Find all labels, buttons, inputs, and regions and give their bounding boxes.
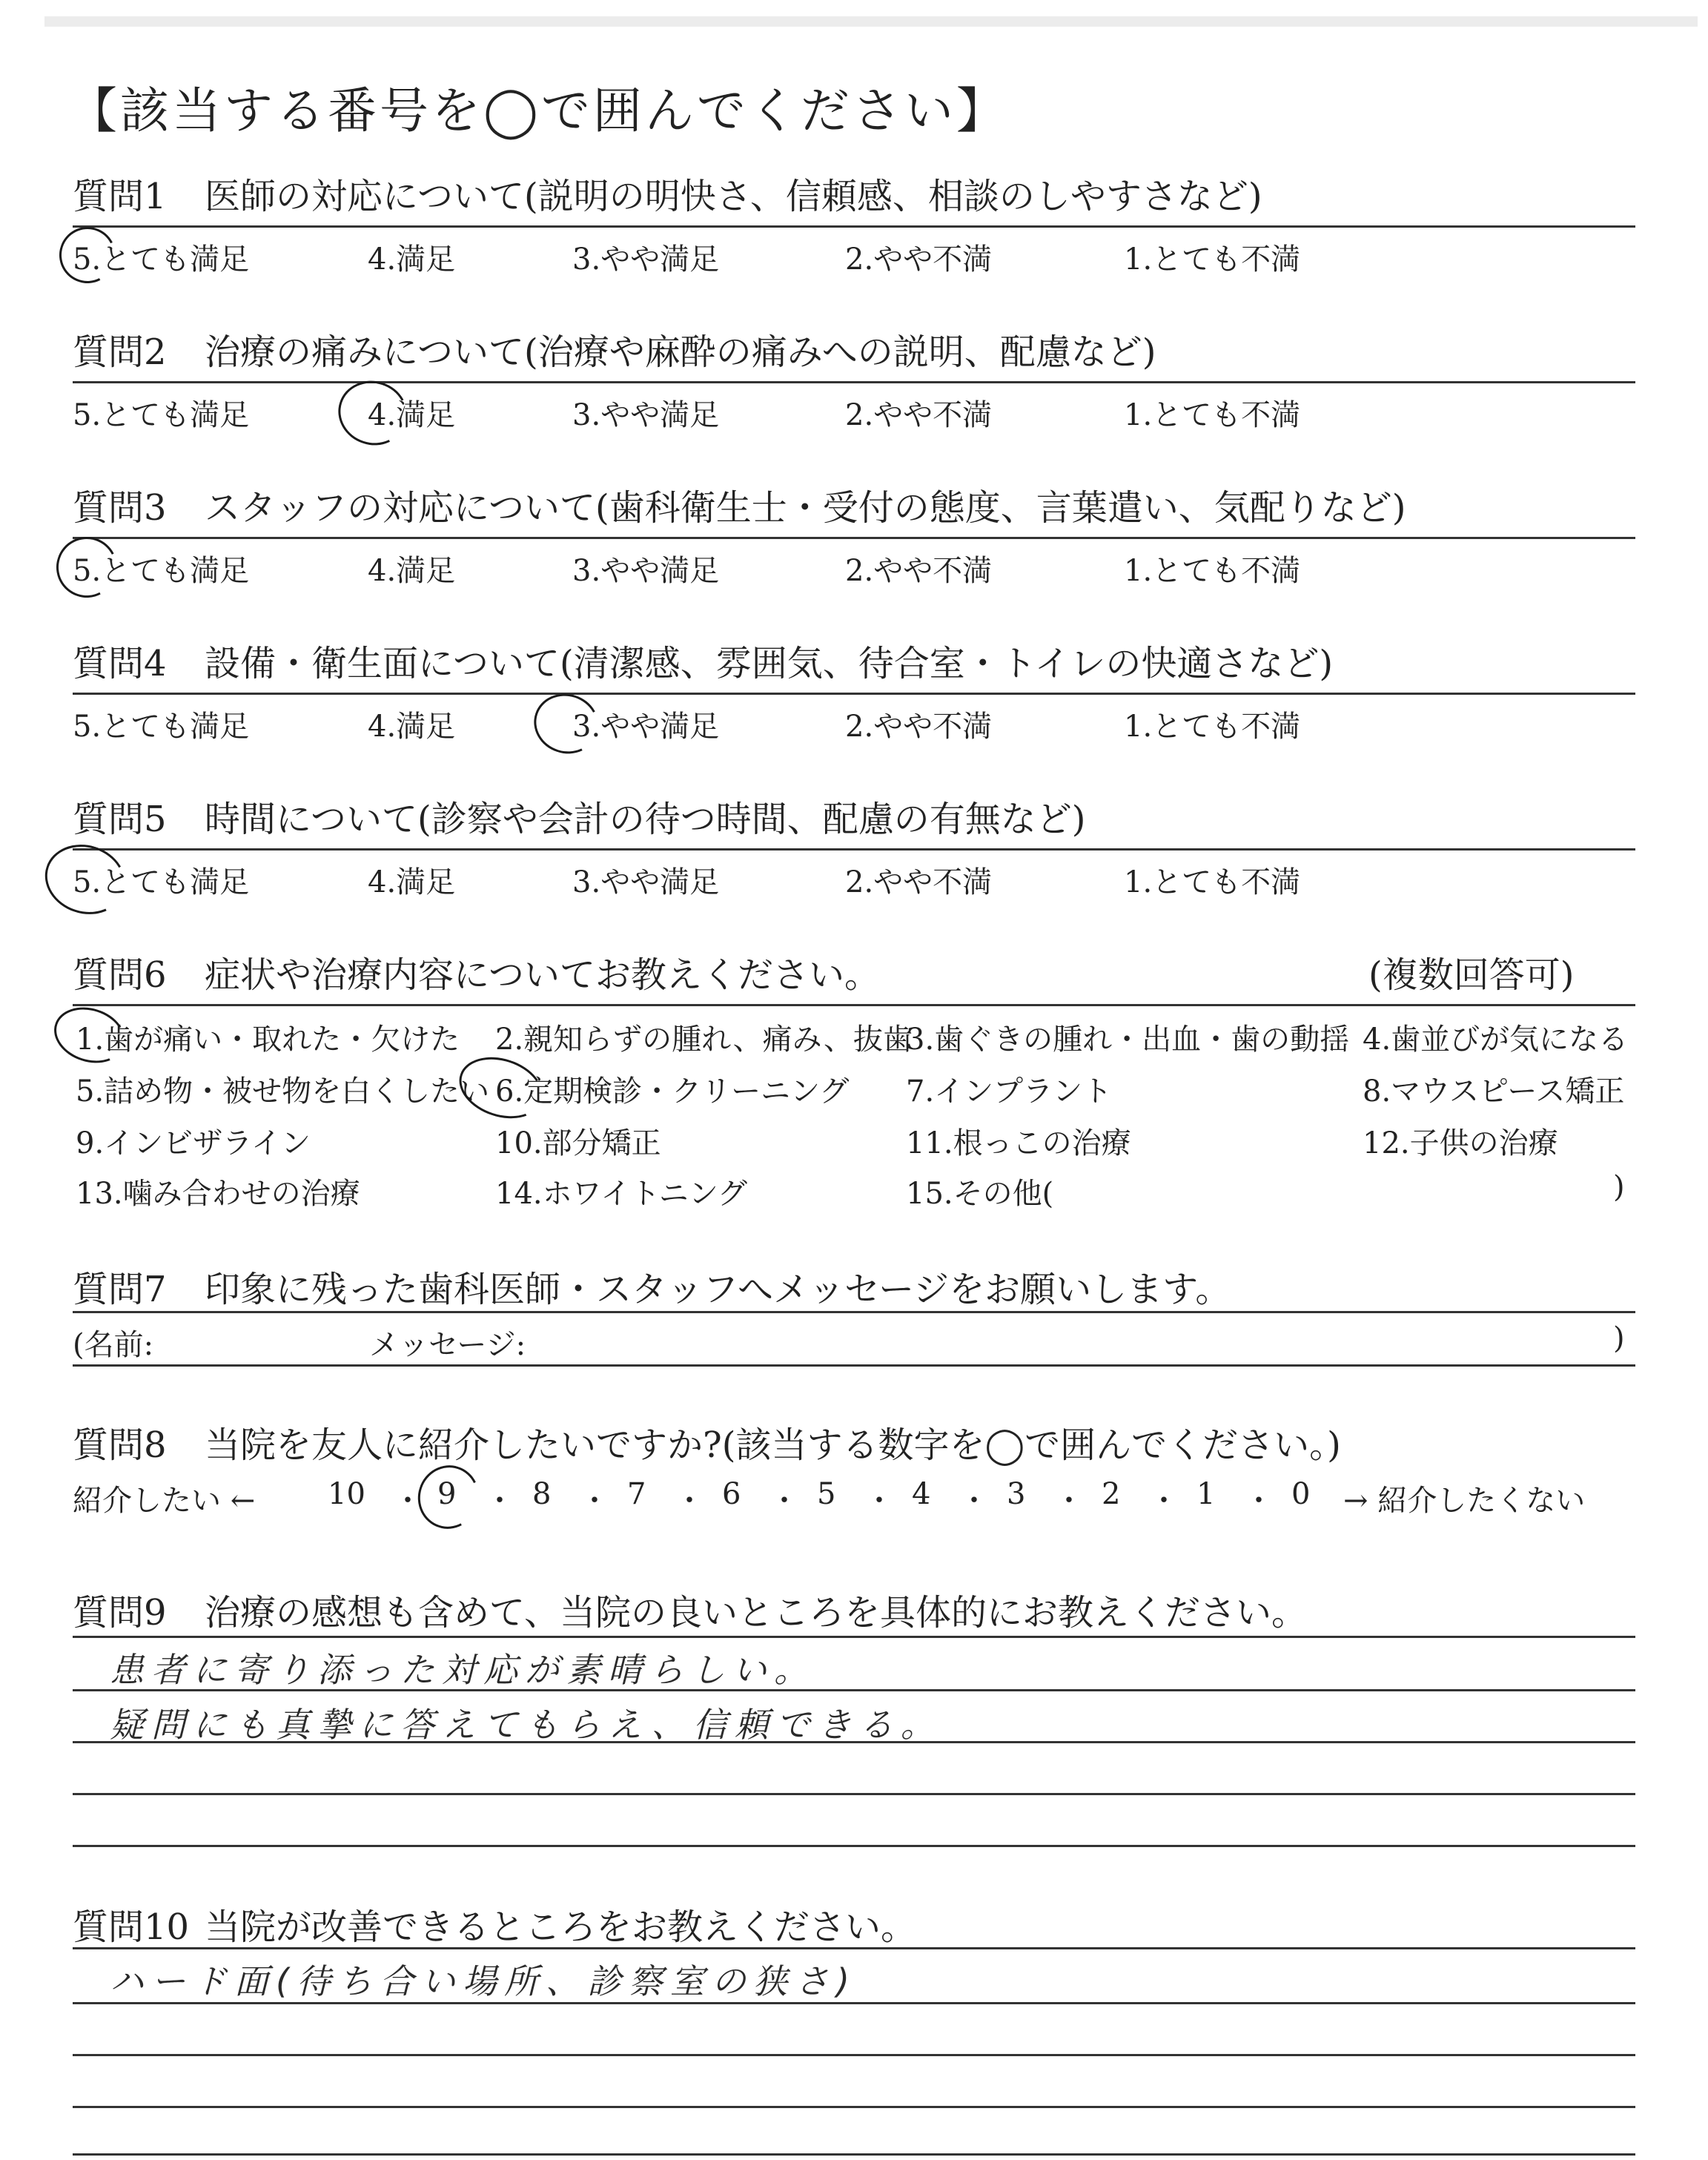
question-6 [73,946,880,997]
question-10-rule-2 [73,2002,1635,2004]
q8-dot: ・ [769,1484,799,1518]
question-3-rule [73,537,1635,539]
question-9-number: 質問9 [73,1592,167,1634]
question-9-rule-2 [73,1689,1635,1691]
q6-option-9[interactable]: 9.インビザライン [76,1126,311,1160]
question-2-text: 治療の痛みについて(治療や麻酔の痛みへの説明、配慮など) [205,331,1156,373]
question-7 [73,1261,1231,1312]
scan-edge [44,16,1698,27]
q1-option-4[interactable]: 4.満足 [368,242,456,277]
question-2-rule [73,381,1635,383]
question-1-rule [73,225,1635,228]
q8-score-7[interactable]: 7 [627,1477,646,1511]
question-10-rule-1 [73,1947,1635,1949]
q8-selected-circle [410,1457,488,1536]
q2-option-3[interactable]: 3.やや満足 [572,398,720,432]
q8-score-9[interactable]: 9 [437,1477,457,1511]
question-4-text: 設備・衛生面について(清潔感、雰囲気、待合室・トイレの快適さなど) [205,643,1334,684]
q8-dot: ・ [675,1484,704,1518]
q2-option-1[interactable]: 1.とても不満 [1124,398,1301,432]
q8-score-5[interactable]: 5 [817,1477,836,1511]
q5-option-1[interactable]: 1.とても不満 [1124,865,1301,899]
q8-score-10[interactable]: 10 [328,1477,365,1511]
q7-message-label: メッセージ: [369,1328,526,1362]
question-4 [73,635,1333,686]
q9-answer-line-2: 疑問にも真摯に答えてもらえ、信頼できる。 [110,1705,942,1745]
q1-option-3[interactable]: 3.やや満足 [572,242,720,277]
question-4-rule [73,693,1635,695]
q8-dot: ・ [1054,1484,1084,1518]
q7-name-label: (名前: [73,1328,154,1362]
question-9-rule-4 [73,1793,1635,1795]
q6-option-4[interactable]: 4.歯並びが気になる [1363,1023,1629,1057]
question-7-number: 質問7 [73,1269,167,1310]
q8-dot: ・ [393,1484,423,1518]
question-7-rule [73,1311,1635,1313]
q4-option-3[interactable]: 3.やや満足 [572,710,720,744]
q1-selected-circle [52,219,123,291]
question-2-number: 質問2 [73,331,167,373]
q3-option-2[interactable]: 2.やや不満 [845,554,993,588]
question-4-number: 質問4 [73,643,167,684]
question-3-text: スタッフの対応について(歯科衛生士・受付の態度、言葉遣い、気配りなど) [205,487,1406,529]
q8-dot: ・ [1149,1484,1179,1518]
question-8-number: 質問8 [73,1424,167,1466]
q4-selected-circle [526,685,606,762]
q4-option-4[interactable]: 4.満足 [368,710,456,744]
question-8 [73,1416,1341,1467]
q8-score-0[interactable]: 0 [1291,1477,1311,1511]
question-1-number: 質問1 [73,176,167,217]
q4-option-2[interactable]: 2.やや不満 [845,710,993,744]
q6-option-15-close-paren: ) [1613,1170,1625,1204]
q2-option-4[interactable]: 4.満足 [368,398,456,432]
q5-option-3[interactable]: 3.やや満足 [572,865,720,899]
question-9-rule-1 [73,1636,1635,1638]
question-6-number: 質問6 [73,954,167,996]
q8-dot: ・ [580,1484,609,1518]
q6-option-8[interactable]: 8.マウスピース矯正 [1363,1074,1625,1109]
question-5-text: 時間について(診察や会計の待つ時間、配慮の有無など) [205,799,1086,840]
question-1-text: 医師の対応について(説明の明快さ、信頼感、相談のしやすさなど) [205,176,1262,217]
q6-selected-circle-6 [451,1047,551,1129]
question-8-text: 当院を友人に紹介したいですか?(該当する数字を◯で囲んでください。) [205,1424,1341,1466]
question-6-text: 症状や治療内容についてお教えください。 [205,954,881,996]
q6-option-10[interactable]: 10.部分矯正 [495,1126,661,1160]
question-5 [73,790,1086,842]
q6-option-1[interactable]: 1.歯が痛い・取れた・欠けた [76,1023,460,1057]
q4-option-5[interactable]: 5.とても満足 [73,710,250,744]
q8-right-label: → 紹介したくない [1343,1484,1586,1518]
q6-option-11[interactable]: 11.根っこの治療 [906,1126,1131,1160]
question-9-rule-3 [73,1741,1635,1743]
q4-option-1[interactable]: 1.とても不満 [1124,710,1301,744]
q3-option-5[interactable]: 5.とても満足 [73,554,250,588]
question-10-rule-5 [73,2153,1635,2156]
question-2 [73,323,1156,374]
question-7-answer-rule [73,1364,1635,1367]
form-title: 【該当する番号を◯で囲んでください】 [68,82,1008,139]
q2-option-2[interactable]: 2.やや不満 [845,398,993,432]
question-9-rule-5 [73,1845,1635,1847]
q3-option-3[interactable]: 3.やや満足 [572,554,720,588]
q1-option-1[interactable]: 1.とても不満 [1124,242,1301,277]
question-3-number: 質問3 [73,487,167,529]
q6-option-12[interactable]: 12.子供の治療 [1363,1126,1558,1160]
q1-option-2[interactable]: 2.やや不満 [845,242,993,277]
q3-selected-circle [48,529,125,605]
q5-option-2[interactable]: 2.やや不満 [845,865,993,899]
q2-selected-circle [330,372,416,455]
q8-score-4[interactable]: 4 [912,1477,931,1511]
question-6-rule [73,1004,1635,1006]
q10-answer-line-1: ハード面(待ち合い場所、診察室の狭さ) [110,1961,857,2001]
q8-left-label: 紹介したい ← [73,1484,256,1518]
q8-score-1[interactable]: 1 [1196,1477,1216,1511]
q1-option-5[interactable]: 5.とても満足 [73,242,250,277]
question-9 [73,1584,1307,1635]
q6-selected-circle-1 [47,999,132,1072]
question-10-text: 当院が改善できるところをお教えください。 [205,1906,917,1948]
question-3 [73,479,1406,530]
q6-option-6[interactable]: 6.定期検診・クリーニング [495,1074,850,1109]
q6-option-3[interactable]: 3.歯ぐきの腫れ・出血・歯の動揺 [906,1023,1350,1057]
q8-dot: ・ [1244,1484,1274,1518]
q8-score-8[interactable]: 8 [532,1477,552,1511]
q8-score-3[interactable]: 3 [1007,1477,1026,1511]
q9-answer-line-1: 患者に寄り添った対応が素晴らしい。 [110,1650,815,1690]
q8-dot: ・ [485,1484,514,1518]
question-10 [73,1898,916,1949]
q6-option-2[interactable]: 2.親知らずの腫れ、痛み、抜歯 [495,1023,913,1057]
question-5-rule [73,848,1635,851]
q6-option-15[interactable]: 15.その他( [906,1177,1054,1211]
q7-close-paren: ) [1613,1321,1625,1355]
q3-option-1[interactable]: 1.とても不満 [1124,554,1301,588]
q6-option-13[interactable]: 13.噛み合わせの治療 [76,1177,360,1211]
q3-option-4[interactable]: 4.満足 [368,554,456,588]
q8-dot: ・ [864,1484,894,1518]
question-9-text: 治療の感想も含めて、当院の良いところを具体的にお教えください。 [205,1592,1308,1634]
question-10-rule-4 [73,2106,1635,2108]
q6-option-7[interactable]: 7.インプラント [906,1074,1113,1109]
q6-option-5[interactable]: 5.詰め物・被せ物を白くしたい [76,1074,490,1109]
question-6-multiple-note: (複数回答可) [1368,954,1575,996]
q8-dot: ・ [959,1484,989,1518]
q6-option-14[interactable]: 14.ホワイトニング [495,1177,748,1211]
q8-score-2[interactable]: 2 [1102,1477,1121,1511]
question-1 [73,168,1262,219]
q5-option-5[interactable]: 5.とても満足 [73,865,250,899]
q8-score-6[interactable]: 6 [722,1477,741,1511]
q5-option-4[interactable]: 4.満足 [368,865,456,899]
question-7-text: 印象に残った歯科医師・スタッフへメッセージをお願いします。 [205,1269,1231,1310]
question-5-number: 質問5 [73,799,167,840]
question-10-number: 質問10 [73,1906,190,1948]
question-10-rule-3 [73,2054,1635,2056]
q2-option-5[interactable]: 5.とても満足 [73,398,250,432]
